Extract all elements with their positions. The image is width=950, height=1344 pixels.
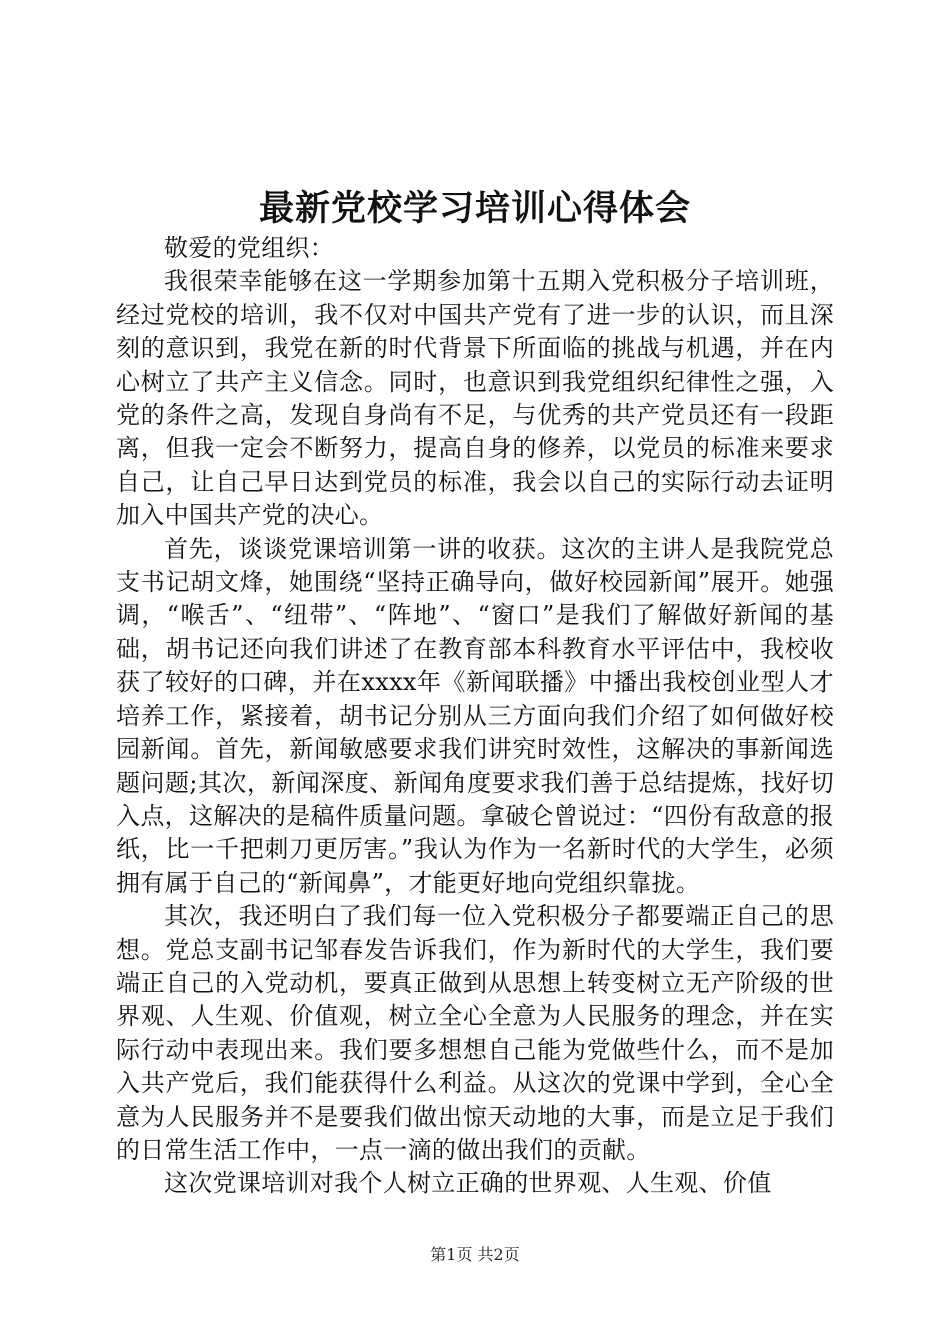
paragraph-3: 其次，我还明白了我们每一位入党积极分子都要端正自己的思想。党总支副书记邹春发告诉我们，作为新时代的大学生，我们要端正自己的入党动机，要真正做到从思想上转变树立无产阶级的世界观、人生观、价值观，树立全心全意为人民服务的理念，并在实际行动中表现出来。我们要多想想自己能为党做些什么，而不是加入共产党后，我们能获得什么利益。从这次的党课中学到，全心全意为人民服务并不是要我们做出惊天动地的大事，而是立足于我们的日常生活工作中，一点一滴的做出我们的贡献。 — [116, 902, 834, 1164]
document-body — [116, 232, 834, 1201]
page-footer: 第1页 共2页 — [430, 1245, 520, 1264]
paragraph-1: 我很荣幸能够在这一学期参加第十五期入党积极分子培训班，经过党校的培训，我不仅对中国共产党有了进一步的认识，而且深刻的意识到，我党在新的时代背景下所面临的挑战与机遇，并在内心树立了共产主义信念。同时，也意识到我党组织纪律性之强，入党的条件之高，发现自身尚有不足，与优秀的共产党员还有一段距离，但我一定会不断努力，提高自身的修养，以党员的标准来要求自己，让自己早日达到党员的标准，我会以自己的实际行动去证明加入中国共产党的决心。 — [116, 267, 834, 530]
paragraph-2: 首先，谈谈党课培训第一讲的收获。这次的主讲人是我院党总支书记胡文烽，她围绕“坚持正确导向，做好校园新闻”展开。她强调，“喉舌”、“纽带”、“阵地”、“窗口”是我们了解做好新闻的基础，胡书记还向我们讲述了在教育部本科教育水平评估中，我校收获了较好的口碑，并在xxxx年《新闻联播》中播出我校创业型人才培养工作，紧接着，胡书记分别从三方面向我们介绍了如何做好校园新闻。首先，新闻敏感要求我们讲究时效性，这解决的事新闻选题问题;其次，新闻深度、新闻角度要求我们善于总结提炼，找好切入点，这解决的是稿件质量问题。拿破仑曾说过：“四份有敌意的报纸，比一千把刺刀更厉害。”我认为作为一名新时代的大学生，必须拥有属于自己的“新闻鼻”，才能更好地向党组织靠拢。 — [116, 534, 834, 897]
document-title: 最新党校学习培训心得体会 — [258, 188, 691, 229]
paragraph-4: 这次党课培训对我个人树立正确的世界观、人生观、价值 — [164, 1169, 772, 1198]
salutation: 敬爱的党组织： — [164, 234, 335, 262]
